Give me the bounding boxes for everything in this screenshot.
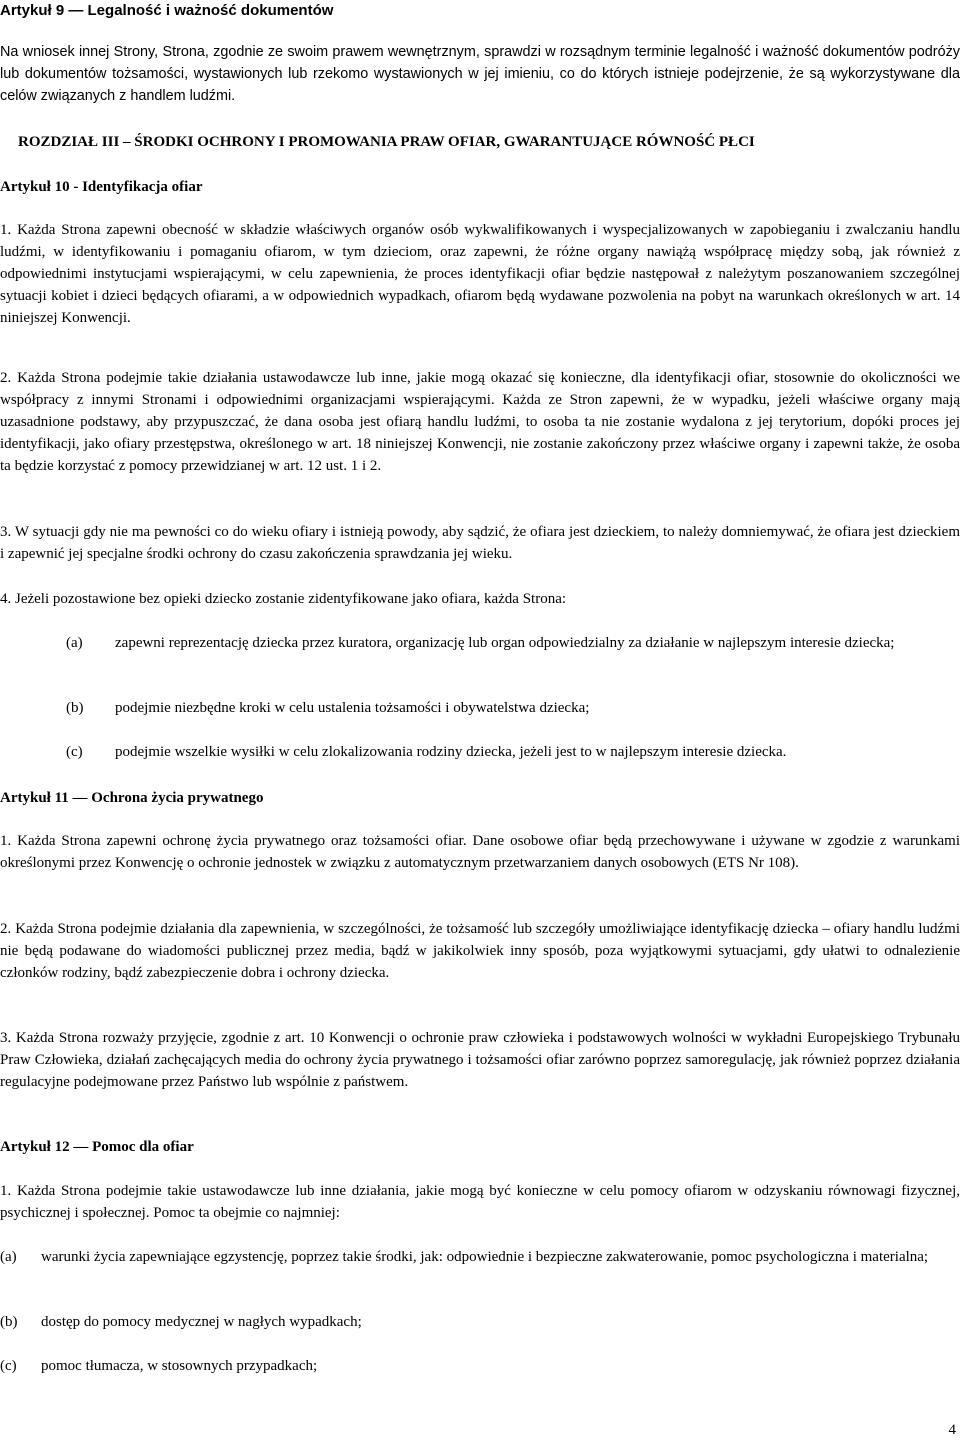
chapter-heading: ROZDZIAŁ III – ŚRODKI OCHRONY I PROMOWANIA PRAW OFIAR, GWARANTUJĄCE RÓWNOŚĆ PŁCI	[18, 134, 755, 150]
art9-heading: Artykuł 9 — Legalność i ważność dokumentów	[0, 2, 334, 19]
art9-paragraph: Na wniosek innej Strony, Strona, zgodnie ze swoim prawem wewnętrznym, sprawdzi w rozsądnym terminie legalność i ważność dokumentów podróży lub dokumentów tożsamości, wystawionych lub rzekomo wystawionych w jej imieniu, co do których istnieje podejrzenie, że są wykorzystywane dla celów związanych z handlem ludźmi.	[0, 44, 960, 104]
art10-list-item	[0, 697, 960, 719]
art10-list-item	[0, 741, 960, 763]
art10-paragraph-1: 1. Każda Strona zapewni obecność w składzie właściwych organów osób wykwalifikowanych i wyspecjalizowanych w zapobieganiu i zwalczaniu handlu ludźmi, w identyfikowaniu i pomaganiu ofiarom, w tym dzieciom, oraz zapewni, że różne organy nawiążą współpracę między sobą, jak również z odpowiednimi instytucjami wspierającymi, w celu zapewnienia, że proces identyfikacji ofiar będzie następował z należytym poszanowaniem szczególnej sytuacji kobiet i dzieci będących ofiarami, a w odpowiednich wypadkach, ofiarom będą wydawane pozwolenia na pobyt na warunkach określonych w art. 14 niniejszej Konwencji.	[0, 222, 960, 326]
list-label: (c)	[66, 744, 83, 760]
list-label: (a)	[66, 635, 83, 651]
list-text: podejmie niezbędne kroki w celu ustalenia tożsamości i obywatelstwa dziecka;	[115, 700, 590, 716]
list-text: pomoc tłumacza, w stosownych przypadkach;	[41, 1358, 318, 1374]
art12-list-item	[0, 1246, 960, 1290]
art10-paragraph-2: 2. Każda Strona podejmie takie działania ustawodawcze lub inne, jakie mogą okazać się konieczne, dla identyfikacji ofiar, stosownie do okoliczności we współpracy z innymi Stronami i odpowiednimi organizacjami wspierającymi. Każda ze Stron zapewni, że w wypadku, jeżeli właściwe organy mają uzasadnione podstawy, aby przypuszczać, że dana osoba jest ofiarą handlu ludźmi, to osoba ta nie zostanie wydalona z jej terytorium, dopóki proces jej identyfikacji, jako ofiary przestępstwa, określonego w art. 18 niniejszej Konwencji, nie zostanie zakończony przez właściwe organy i zapewni także, że osoba ta będzie korzystać z pomocy przewidzianej w art. 12 ust. 1 i 2.	[0, 370, 960, 474]
list-label: (c)	[0, 1358, 17, 1374]
list-label: (b)	[0, 1314, 18, 1330]
art11-paragraph-3: 3. Każda Strona rozważy przyjęcie, zgodnie z art. 10 Konwencji o ochronie praw człowieka i podstawowych wolności w wykładni Europejskiego Trybunału Praw Człowieka, działań zachęcających media do ochrony życia prywatnego i tożsamości ofiar zarówno poprzez samoregulację, jak również poprzez działania regulacyjne podejmowane przez Państwo lub wspólnie z państwem.	[0, 1030, 960, 1090]
art10-paragraph-4: 4. Jeżeli pozostawione bez opieki dziecko zostanie zidentyfikowane jako ofiara, każda Strona:	[0, 591, 567, 607]
art11-paragraph-1: 1. Każda Strona zapewni ochronę życia prywatnego oraz tożsamości ofiar. Dane osobowe ofiar będą przechowywane i używane w zgodzie z warunkami określonymi przez Konwencję o ochronie jednostek w związku z automatycznym przetwarzaniem danych osobowych (ETS Nr 108).	[0, 833, 960, 871]
art12-heading: Artykuł 12 — Pomoc dla ofiar	[0, 1139, 194, 1155]
art10-heading: Artykuł 10 - Identyfikacja ofiar	[0, 179, 203, 195]
art10-paragraph-3: 3. W sytuacji gdy nie ma pewności co do wieku ofiary i istnieją powody, aby sądzić, że ofiara jest dzieckiem, to należy domniemywać, że ofiara jest dzieckiem i zapewnić jej specjalne środki ochrony do czasu zakończenia sprawdzania jej wieku.	[0, 524, 960, 562]
list-text: zapewni reprezentację dziecka przez kuratora, organizację lub organ odpowiedzialny za działanie w najlepszym interesie dziecka;	[115, 635, 895, 651]
list-label: (a)	[0, 1249, 17, 1265]
page-number: 4	[948, 1422, 956, 1438]
list-text: dostęp do pomocy medycznej w nagłych wypadkach;	[41, 1314, 362, 1330]
art12-list-item	[0, 1311, 960, 1333]
art10-list-item	[0, 632, 960, 676]
art11-heading: Artykuł 11 — Ochrona życia prywatnego	[0, 790, 264, 806]
art12-paragraph-1: 1. Każda Strona podejmie takie ustawodawcze lub inne działania, jakie mogą być konieczne w celu pomocy ofiarom w odzyskaniu równowagi fizycznej, psychicznej i społecznej. Pomoc ta obejmie co najmniej:	[0, 1183, 960, 1221]
list-text: podejmie wszelkie wysiłki w celu zlokalizowania rodziny dziecka, jeżeli jest to w najlepszym interesie dziecka.	[115, 744, 787, 760]
art12-list-item	[0, 1355, 960, 1377]
list-text: warunki życia zapewniające egzystencję, poprzez takie środki, jak: odpowiednie i bezpieczne zakwaterowanie, pomoc psychologiczna i materialna;	[41, 1249, 929, 1265]
list-label: (b)	[66, 700, 84, 716]
art11-paragraph-2: 2. Każda Strona podejmie działania dla zapewnienia, w szczególności, że tożsamość lub szczegóły umożliwiające identyfikację dziecka – ofiary handlu ludźmi nie będą podawane do wiadomości publicznej przez media, bądź w jakikolwiek inny sposób, poza wyjątkowymi sytuacjami, gdy ułatwi to odnalezienie członków rodziny, bądź zabezpieczenie dobra i ochrony dziecka.	[0, 921, 960, 981]
